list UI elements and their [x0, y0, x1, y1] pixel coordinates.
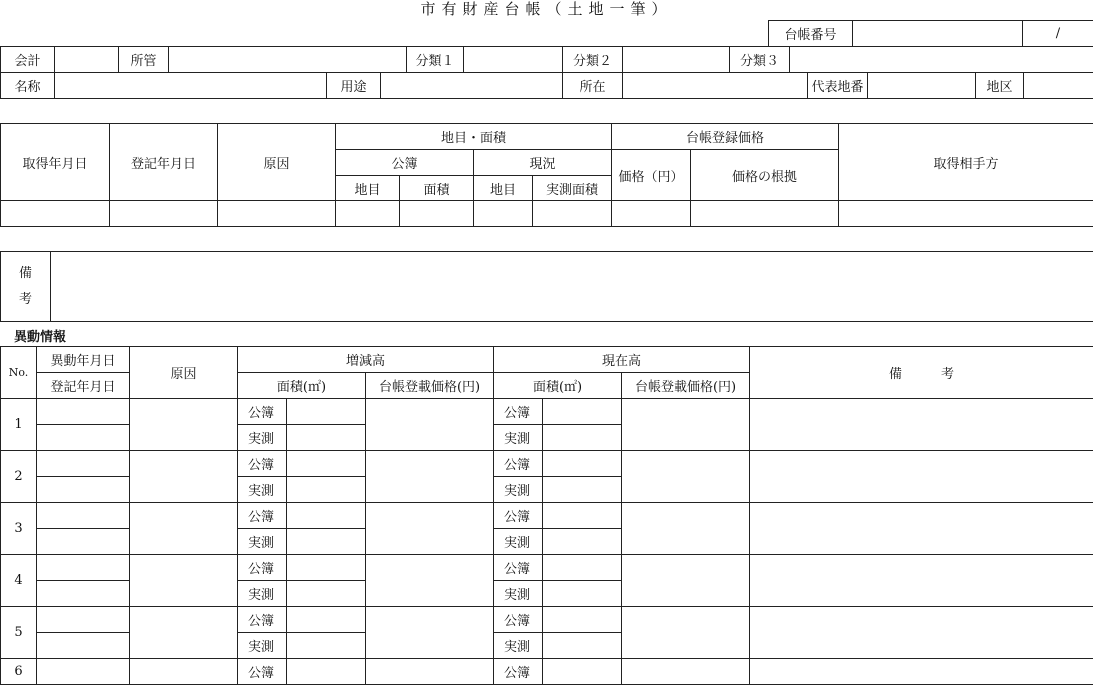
increase-jissoku-label: 実測	[238, 529, 287, 555]
change-section-title: 異動情報	[14, 326, 66, 345]
change-cause-field[interactable]	[130, 607, 238, 659]
chiku-field[interactable]	[1024, 73, 1093, 99]
meisho-label: 名称	[1, 73, 55, 99]
genkyo-header: 現況	[474, 150, 612, 176]
increase-kobo-label: 公簿	[238, 451, 287, 477]
increase-kobo-area-field[interactable]	[287, 503, 366, 529]
change-date-field[interactable]	[37, 399, 130, 425]
current-kobo-area-field[interactable]	[543, 503, 622, 529]
increase-jissoku-label: 実測	[238, 633, 287, 659]
ledger-number-table	[768, 20, 1093, 47]
remarks-char-1: 備	[1, 261, 50, 287]
acq-date-header: 取得年月日	[1, 124, 110, 201]
current-jissoku-area-field[interactable]	[543, 425, 622, 451]
increase-jissoku-label: 実測	[238, 425, 287, 451]
current-jissoku-area-field[interactable]	[543, 581, 622, 607]
current-kobo-label: 公簿	[494, 503, 543, 529]
current-jissoku-area-field[interactable]	[543, 633, 622, 659]
change-date-field[interactable]	[37, 555, 130, 581]
current-kobo-label: 公簿	[494, 555, 543, 581]
increase-kobo-area-field[interactable]	[287, 607, 366, 633]
change-remarks-field[interactable]	[750, 607, 1093, 659]
change-cause-field[interactable]	[130, 555, 238, 607]
yoto-field[interactable]	[381, 73, 563, 99]
change-row	[1, 555, 1093, 581]
current-value-header: 台帳登載価格(円)	[622, 373, 750, 399]
meisho-field[interactable]	[55, 73, 327, 99]
change-date-field[interactable]	[37, 503, 130, 529]
change-reg-date-field[interactable]	[37, 529, 130, 555]
change-cause-header: 原因	[130, 347, 238, 399]
bunrui3-label: 分類３	[730, 47, 790, 73]
change-row-number: 5	[1, 607, 37, 659]
yoto-label: 用途	[327, 73, 381, 99]
change-remarks-field[interactable]	[750, 451, 1093, 503]
current-header: 現在高	[494, 347, 750, 373]
increase-area-header: 面積(㎡)	[238, 373, 366, 399]
current-kobo-area-field[interactable]	[543, 607, 622, 633]
current-kobo-area-field[interactable]	[543, 399, 622, 425]
change-reg-date-field[interactable]	[37, 581, 130, 607]
shokan-label: 所管	[119, 47, 169, 73]
current-jissoku-label: 実測	[494, 633, 543, 659]
current-kobo-area-field[interactable]	[543, 451, 622, 477]
increase-value-field[interactable]	[366, 451, 494, 503]
acq-date-field[interactable]	[1, 201, 110, 227]
change-date-header: 異動年月日	[37, 347, 130, 373]
remarks-char-2: 考	[1, 287, 50, 313]
change-row-number: 6	[1, 659, 37, 685]
header-table	[0, 46, 1093, 99]
remarks-label	[1, 252, 51, 322]
increase-header: 増減高	[238, 347, 494, 373]
increase-kobo-label: 公簿	[238, 399, 287, 425]
kaikei-field[interactable]	[55, 47, 119, 73]
current-jissoku-label: 実測	[494, 425, 543, 451]
change-row-number: 1	[1, 399, 37, 451]
change-cause-field[interactable]	[130, 399, 238, 451]
change-reg-date-field[interactable]	[37, 425, 130, 451]
increase-jissoku-label: 実測	[238, 581, 287, 607]
change-row	[1, 607, 1093, 633]
increase-value-header: 台帳登載価格(円)	[366, 373, 494, 399]
change-row-number: 3	[1, 503, 37, 555]
jissoku-menseki-header: 実測面積	[533, 176, 612, 201]
increase-jissoku-area-field[interactable]	[287, 425, 366, 451]
remarks-field[interactable]	[51, 252, 1093, 322]
change-date-field[interactable]	[37, 607, 130, 633]
reg-date-header: 登記年月日	[110, 124, 218, 201]
genkyo-chimoku-header: 地目	[474, 176, 533, 201]
price-yen-field[interactable]	[612, 201, 691, 227]
change-remarks-header: 備 考	[750, 347, 1093, 399]
change-table	[0, 346, 1093, 685]
change-row-number: 2	[1, 451, 37, 503]
change-cause-field[interactable]	[130, 503, 238, 555]
current-kobo-label: 公簿	[494, 607, 543, 633]
increase-jissoku-area-field[interactable]	[287, 581, 366, 607]
increase-kobo-area-field[interactable]	[287, 555, 366, 581]
change-reg-date-field[interactable]	[37, 633, 130, 659]
change-remarks-field[interactable]	[750, 503, 1093, 555]
kaikei-label: 会計	[1, 47, 55, 73]
current-jissoku-area-field[interactable]	[543, 529, 622, 555]
current-area-header: 面積(㎡)	[494, 373, 622, 399]
change-remarks-field[interactable]	[750, 555, 1093, 607]
current-value-field[interactable]	[622, 607, 750, 659]
current-kobo-label: 公簿	[494, 659, 543, 685]
current-kobo-area-field[interactable]	[543, 555, 622, 581]
change-no-header: No.	[1, 347, 37, 399]
increase-kobo-area-field[interactable]	[287, 399, 366, 425]
jissoku-menseki-field[interactable]	[533, 201, 612, 227]
cause-header: 原因	[218, 124, 336, 201]
price-basis-header: 価格の根拠	[691, 150, 839, 201]
change-remarks-field[interactable]	[750, 399, 1093, 451]
increase-jissoku-area-field[interactable]	[287, 633, 366, 659]
change-cause-field[interactable]	[130, 451, 238, 503]
kobo-chimoku-field[interactable]	[336, 201, 400, 227]
increase-jissoku-area-field[interactable]	[287, 529, 366, 555]
current-jissoku-area-field[interactable]	[543, 477, 622, 503]
bunrui1-field[interactable]	[464, 47, 563, 73]
shozai-field[interactable]	[623, 73, 808, 99]
price-basis-field[interactable]	[691, 201, 839, 227]
kobo-menseki-field[interactable]	[400, 201, 474, 227]
increase-kobo-area-field[interactable]	[287, 451, 366, 477]
bunrui3-field[interactable]	[790, 47, 1093, 73]
increase-jissoku-label: 実測	[238, 477, 287, 503]
chimoku-menseki-header: 地目・面積	[336, 124, 612, 150]
increase-value-field[interactable]	[366, 607, 494, 659]
increase-kobo-label: 公簿	[238, 503, 287, 529]
ledger-number-label: 台帳番号	[769, 21, 853, 47]
change-reg-date-field[interactable]	[37, 477, 130, 503]
kobo-header: 公簿	[336, 150, 474, 176]
change-row	[1, 451, 1093, 477]
current-value-field[interactable]	[622, 555, 750, 607]
bunrui2-field[interactable]	[623, 47, 730, 73]
increase-kobo-label: 公簿	[238, 607, 287, 633]
cause-field[interactable]	[218, 201, 336, 227]
increase-kobo-label: 公簿	[238, 659, 287, 685]
current-value-field[interactable]	[622, 451, 750, 503]
chiku-label: 地区	[976, 73, 1024, 99]
change-reg-date-header: 登記年月日	[37, 373, 130, 399]
increase-kobo-label: 公簿	[238, 555, 287, 581]
increase-value-field[interactable]	[366, 399, 494, 451]
shozai-label: 所在	[563, 73, 623, 99]
current-kobo-label: 公簿	[494, 399, 543, 425]
acquisition-table	[0, 123, 1093, 227]
change-date-field[interactable]	[37, 451, 130, 477]
daihyo-chiban-label: 代表地番	[808, 73, 868, 99]
counterparty-field[interactable]	[839, 201, 1093, 227]
increase-value-field[interactable]	[366, 555, 494, 607]
bunrui2-label: 分類２	[563, 47, 623, 73]
current-jissoku-label: 実測	[494, 529, 543, 555]
ledger-number-field[interactable]	[853, 21, 1023, 47]
current-value-field[interactable]	[622, 503, 750, 555]
current-value-field[interactable]	[622, 399, 750, 451]
increase-value-field[interactable]	[366, 503, 494, 555]
change-row	[1, 503, 1093, 529]
reg-date-field[interactable]	[110, 201, 218, 227]
counterparty-header: 取得相手方	[839, 124, 1093, 201]
ledger-number-slash: /	[1023, 21, 1093, 47]
genkyo-chimoku-field[interactable]	[474, 201, 533, 227]
daihyo-chiban-field[interactable]	[868, 73, 976, 99]
page-title: 市有財産台帳（土地一筆）	[0, 0, 1093, 18]
bunrui1-label: 分類１	[407, 47, 464, 73]
remarks-table	[0, 251, 1093, 322]
change-row-number: 4	[1, 555, 37, 607]
increase-jissoku-area-field[interactable]	[287, 477, 366, 503]
kobo-menseki-header: 面積	[400, 176, 474, 201]
shokan-field[interactable]	[169, 47, 407, 73]
current-jissoku-label: 実測	[494, 581, 543, 607]
current-kobo-label: 公簿	[494, 451, 543, 477]
current-jissoku-label: 実測	[494, 477, 543, 503]
ledger-price-header: 台帳登録価格	[612, 124, 839, 150]
kobo-chimoku-header: 地目	[336, 176, 400, 201]
price-yen-header: 価格（円）	[612, 150, 691, 201]
change-row	[1, 399, 1093, 425]
